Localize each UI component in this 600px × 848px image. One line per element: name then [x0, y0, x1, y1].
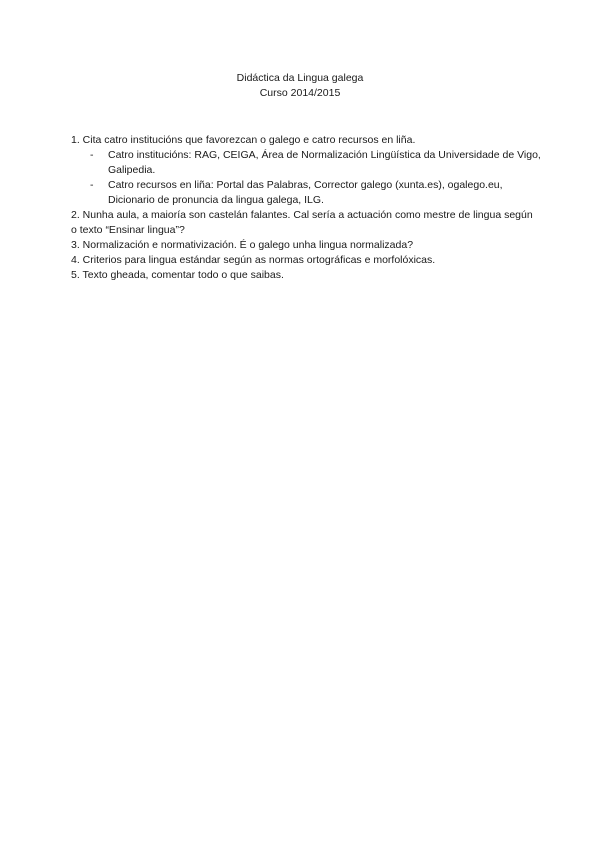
bullet-dash: - — [90, 179, 94, 191]
question-1: 1. Cita catro institucións que favorezcan o galego e catro recursos en liña. — [71, 134, 416, 146]
question-1-bullet-resources — [71, 178, 541, 208]
question-4: 4. Criterios para lingua estándar según as normas ortográficas e morfolóxicas. — [71, 254, 436, 266]
question-1-bullet-institutions — [71, 148, 541, 178]
bullet-text: Catro institucións: RAG, CEIGA, Área de Normalización Lingüística da Universidade de Vigo, Galipedia. — [108, 149, 541, 176]
bullet-dash: - — [90, 149, 94, 161]
document-subtitle: Curso 2014/2015 — [259, 87, 341, 99]
question-list — [71, 133, 541, 283]
bullet-text: Catro recursos en liña: Portal das Palabras, Corrector galego (xunta.es), ogalego.eu, Dicionario de pronuncia da lingua galega, ILG. — [108, 179, 503, 206]
question-5: 5. Texto gheada, comentar todo o que saibas. — [71, 269, 284, 281]
question-2: 2. Nunha aula, a maioría son castelán falantes. Cal sería a actuación como mestre de lingua según o texto “Ensinar lingua”? — [71, 209, 533, 236]
question-3: 3. Normalización e normativización. É o galego unha lingua normalizada? — [71, 239, 414, 251]
document-title: Didáctica da Lingua galega — [236, 72, 364, 84]
document-header — [0, 71, 600, 101]
